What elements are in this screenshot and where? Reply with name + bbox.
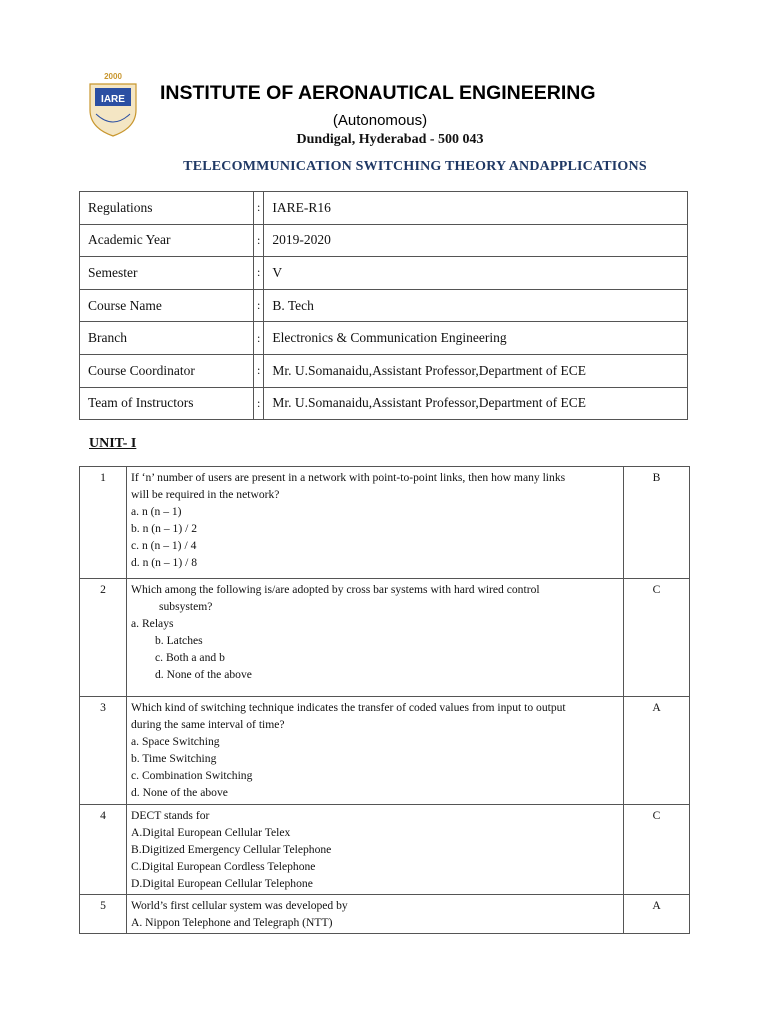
questions-table xyxy=(79,466,690,934)
question-line: a. Space Switching xyxy=(131,735,220,748)
answer-key: C xyxy=(624,579,690,697)
question-line: a. Relays xyxy=(131,617,174,630)
question-stem-line: Which kind of switching technique indicates the transfer of coded values from input to output xyxy=(131,701,566,714)
info-row xyxy=(80,224,688,257)
info-row xyxy=(80,387,688,420)
question-row xyxy=(80,895,690,934)
info-row xyxy=(80,289,688,322)
info-label: Team of Instructors xyxy=(80,387,254,420)
question-number: 2 xyxy=(80,579,127,697)
question-line: d. None of the above xyxy=(131,786,228,799)
question-line: C.Digital European Cordless Telephone xyxy=(131,860,316,873)
svg-text:2000: 2000 xyxy=(104,72,122,81)
info-row xyxy=(80,192,688,225)
info-label: Branch xyxy=(80,322,254,355)
question-text xyxy=(127,895,624,934)
question-line: d. n (n – 1) / 8 xyxy=(131,556,198,569)
info-separator: : xyxy=(254,257,264,290)
info-value: V xyxy=(264,257,688,290)
info-separator: : xyxy=(254,224,264,257)
info-separator: : xyxy=(254,387,264,420)
info-row xyxy=(80,354,688,387)
info-value: Mr. U.Somanaidu,Assistant Professor,Department of ECE xyxy=(264,354,688,387)
question-text xyxy=(127,697,624,805)
question-line: subsystem? xyxy=(159,600,213,613)
question-text xyxy=(127,579,624,697)
question-line: b. n (n – 1) / 2 xyxy=(131,522,198,535)
question-line: c. Both a and b xyxy=(155,651,225,664)
institute-name: INSTITUTE OF AERONAUTICAL ENGINEERING xyxy=(160,82,596,104)
answer-key: A xyxy=(624,895,690,934)
question-row xyxy=(80,579,690,697)
question-line: A.Digital European Cellular Telex xyxy=(131,826,291,839)
question-line: B.Digitized Emergency Cellular Telephone xyxy=(131,843,332,856)
answer-key: C xyxy=(624,805,690,895)
question-line: A. Nippon Telephone and Telegraph (NTT) xyxy=(131,916,333,929)
question-row xyxy=(80,805,690,895)
unit-heading: UNIT- I xyxy=(89,436,137,451)
info-value: B. Tech xyxy=(264,289,688,322)
question-row xyxy=(80,697,690,805)
question-line: d. None of the above xyxy=(155,668,252,681)
info-label: Semester xyxy=(80,257,254,290)
question-number: 1 xyxy=(80,467,127,579)
institute-address: Dundigal, Hyderabad - 500 043 xyxy=(296,132,484,147)
question-line: will be required in the network? xyxy=(131,488,280,501)
question-line: b. Time Switching xyxy=(131,752,217,765)
question-line: a. n (n – 1) xyxy=(131,505,182,518)
info-value: IARE-R16 xyxy=(264,192,688,225)
answer-key: B xyxy=(624,467,690,579)
info-value: Electronics & Communication Engineering xyxy=(264,322,688,355)
question-text xyxy=(127,467,624,579)
info-label: Regulations xyxy=(80,192,254,225)
iare-logo xyxy=(84,70,142,138)
info-separator: : xyxy=(254,289,264,322)
course-info-table xyxy=(79,191,688,420)
info-row xyxy=(80,257,688,290)
question-stem-line: Which among the following is/are adopted by cross bar systems with hard wired control xyxy=(131,583,540,596)
question-line: D.Digital European Cellular Telephone xyxy=(131,877,313,890)
svg-text:IARE: IARE xyxy=(101,94,125,105)
question-line: c. n (n – 1) / 4 xyxy=(131,539,197,552)
question-row xyxy=(80,467,690,579)
autonomous-label: (Autonomous) xyxy=(332,112,428,129)
info-separator: : xyxy=(254,192,264,225)
question-line: c. Combination Switching xyxy=(131,769,253,782)
question-text xyxy=(127,805,624,895)
answer-key: A xyxy=(624,697,690,805)
question-number: 5 xyxy=(80,895,127,934)
info-label: Course Coordinator xyxy=(80,354,254,387)
document-title: TELECOMMUNICATION SWITCHING THEORY ANDAPPLICATIONS xyxy=(183,159,647,174)
question-stem-line: DECT stands for xyxy=(131,809,210,822)
info-separator: : xyxy=(254,322,264,355)
question-number: 3 xyxy=(80,697,127,805)
info-label: Academic Year xyxy=(80,224,254,257)
question-number: 4 xyxy=(80,805,127,895)
info-label: Course Name xyxy=(80,289,254,322)
info-row xyxy=(80,322,688,355)
info-separator: : xyxy=(254,354,264,387)
question-stem-line: World’s first cellular system was developed by xyxy=(131,899,348,912)
info-value: Mr. U.Somanaidu,Assistant Professor,Department of ECE xyxy=(264,387,688,420)
question-stem-line: If ‘n’ number of users are present in a network with point-to-point links, then how many links xyxy=(131,471,566,484)
question-line: during the same interval of time? xyxy=(131,718,285,731)
question-line: b. Latches xyxy=(155,634,203,647)
info-value: 2019-2020 xyxy=(264,224,688,257)
